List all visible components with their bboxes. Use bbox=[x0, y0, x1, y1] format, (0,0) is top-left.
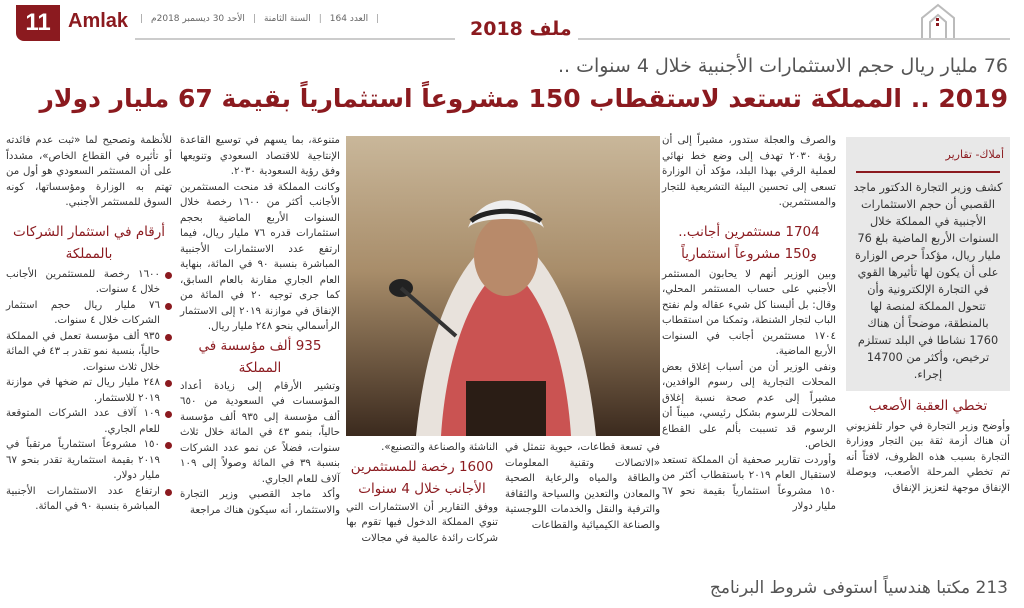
paragraph: وكانت المملكة قد منحت المستثمرين الأجانب أكثر من ١٦٠٠ رخصة خلال السنوات الأربع الماضية بحجم استثمارات قدره ٧٦ مليار ريال، فيما ارتفع عدد الاستثمارات الأجنبية المباشرة بنسبة ٩٠ في المائة، بنهاية العام الجاري مقارنة بالعام السابق، كما جرى توجيه ٢٠ في المائة من الإنفاق في موازنة ٢٠١٩ إلى الاستثمار الرأسمالي بنحو ٢٤٨ مليار ريال. bbox=[180, 181, 341, 332]
list-item: ١٥٠ مشروعاً استثمارياً مرتقباً في ٢٠١٩ بقيمة استثمارية تقدر بنحو ٦٧ مليار دولار. bbox=[6, 437, 172, 484]
paragraph: الناشئة والصناعة والتصنيع». bbox=[381, 442, 498, 453]
issue-year: السنة الثامنة bbox=[263, 14, 311, 24]
paragraph: وبين الوزير أنهم لا يحابون المستثمر الأجنبي على حساب المستثمر المحلي، وقال: بل ألبسنا كل شيء عقاله ولم نفتح الباب لتجار الشنطة، وتمكنا من استقطاب ١٧٠٤ مستثمرين أجانب في السنوات الأربع الماضية. bbox=[662, 268, 836, 357]
byline: أملاك- تقارير bbox=[945, 148, 1004, 161]
header-rule bbox=[135, 38, 455, 40]
section-title: ملف 2018 bbox=[470, 18, 572, 40]
lead-paragraph: كشف وزير التجارة الدكتور ماجد القصبي أن حجم الاستثمارات الأجنبية في المملكة خلال السنوات الأربع الماضية بلغ 76 مليار ريال، مؤكداً حرص الوزارة على أن يكون لها تأثيرها القوي في التجارة الإلكترونية وأن تتحول المملكة لمنصة لها بالمنطقة، موضحاً أن هناك 1760 نشاطا في البلد تستلزم ترخيص، وأكثر من 14700 إجراء. bbox=[853, 180, 1003, 381]
byline-rule bbox=[856, 171, 1000, 173]
article-headline: 2019 .. المملكة تستعد لاستقطاب 150 مشروعاً استثمارياً بقيمة 67 مليار دولار bbox=[39, 84, 1008, 113]
minister-photo bbox=[346, 136, 660, 436]
subheading: 1600 رخصة للمستثمرين الأجانب خلال 4 سنوات bbox=[350, 458, 494, 497]
subheading: أرقام في استثمار الشركات بالمملكة bbox=[12, 223, 166, 262]
issue-date: الأحد 30 ديسمبر 2018م bbox=[151, 14, 245, 24]
under-photo-left bbox=[346, 440, 498, 546]
list-item: ٧٦ مليار ريال حجم استثمار الشركات خلال ٤ سنوات. bbox=[6, 298, 172, 329]
page-number: 11 bbox=[16, 5, 60, 41]
list-item: ١٠٩ آلاف عدد الشركات المتوقعة للعام الجاري. bbox=[6, 406, 172, 437]
under-photo-right bbox=[505, 440, 660, 546]
logo-house-icon bbox=[920, 2, 956, 40]
column-5 bbox=[6, 133, 172, 515]
column-4 bbox=[180, 133, 340, 518]
paragraph: وأوضح وزير التجارة في حوار تلفزيوني أن هناك أزمة ثقة بين التجار ووزارة التجارة بسبب هذه الظروف، لافتاً أنه تم تخطي المرحلة الأصعب، وبوصلة الإنفاق موجهة لتعزيز الإنفاق bbox=[846, 420, 1010, 494]
paragraph: متنوعة، بما يسهم في توسيع القاعدة الإنتاجية للاقتصاد السعودي وتنويعها وفق رؤية السعودية ٢٠٣٠. bbox=[180, 135, 340, 177]
issue-number: العدد 164 bbox=[329, 14, 369, 24]
list-item: ١٦٠٠ رخصة للمستثمرين الأجانب خلال ٤ سنوات. bbox=[6, 267, 172, 298]
paragraph: وأكد ماجد القصبي وزير التجارة والاستثمار، أنه سيكون هناك مراجعة bbox=[180, 489, 340, 516]
paragraph: ونفى الوزير أن من أسباب إغلاق بعض المحلات التجارية إلى رسوم الوافدين، مشيراً إلى عدم صحة نسبة إغلاق المحلات للرسوم بشكل رئيسي، مبيناً أن الرسوم قد تسببت بألم على القطاع الخاص. bbox=[662, 361, 836, 450]
article-subtitle: 76 مليار ريال حجم الاستثمارات الأجنبية خلال 4 سنوات .. bbox=[558, 55, 1008, 77]
person-photo-illustration bbox=[346, 136, 660, 436]
sidebar-column bbox=[846, 137, 1010, 496]
list-item: ٢٤٨ مليار ريال تم ضخها في موازنة ٢٠١٩ للاستثمار. bbox=[6, 375, 172, 406]
paragraph: والصرف والعجلة ستدور، مشيراً إلى أن رؤية ٢٠٣٠ تهدف إلى وضع خط نهائي لعملية الرقي بهذا البلد، مؤكد أن الوزارة تسعى إلى تحسين البيئة التشريعية للتجار والمستثمرين. bbox=[662, 135, 836, 208]
column-2 bbox=[662, 133, 836, 515]
facts-list bbox=[6, 267, 172, 515]
subheading: 1704 مستثمرين أجانب.. و150 مشروعاً استثمارياً bbox=[678, 223, 820, 262]
subheading: تخطي العقبة الأصعب bbox=[868, 397, 988, 414]
list-item: ٩٣٥ ألف مؤسسة تعمل في المملكة حالياً، بنسبة نمو تقدر بـ ٤٣ في المائة خلال ثلاث سنوات. bbox=[6, 329, 172, 376]
brand-name: Amlak bbox=[68, 10, 129, 32]
issue-meta: | العدد 164 | السنة الثامنة | الأحد 30 ديسمبر 2018م | bbox=[140, 14, 380, 24]
list-item: ارتفاع عدد الاستثمارات الأجنبية المباشرة بنسبة ٩٠ في المائة. bbox=[6, 484, 172, 515]
next-article-headline: 213 مكتبا هندسياً استوفى شروط البرنامج bbox=[709, 578, 1008, 598]
paragraph: للأنظمة وتصحيح لما «ثبت عدم فائدته أو تأثيره في القطاع الخاص»، مشدداً على أن المستثمر السعودي هو أول من تهتم به الوزارة ومؤسساتها، كونه السوق للمستثمر الأجنبي. bbox=[6, 135, 172, 208]
subheading: 935 ألف مؤسسة في المملكة bbox=[198, 337, 322, 376]
paragraph: في تسعة قطاعات، حيوية تتمثل في «الاتصالات وتقنية المعلومات والطاقة والمياه والرعاية الصحية والمعادن والتعدين والسياحة والثقافة والترفية والنقل والخدمات اللوجستية والصناعة الكيميائية والقطاعات bbox=[505, 442, 660, 531]
photo-column bbox=[346, 136, 660, 546]
paragraph: وتشير الأرقام إلى زيادة أعداد المؤسسات في السعودية من ٦٥٠ ألف مؤسسة إلى ٩٣٥ ألف مؤسسة حالياً، بنمو ٤٣ في المائة خلال ثلاث سنوات، فضلاً عن نمو عدد الشركات بنسبة ٣٩ في المائة وصولاً إلى ١٠٩ آلاف للعام الجاري. bbox=[180, 380, 340, 485]
paragraph: وأوردت تقارير صحفية أن المملكة تستعد لاستقبال العام ٢٠١٩ باستقطاب أكثر من ١٥٠ مشروعاً استثمارياً بقيمة نحو ٦٧ مليار دولار bbox=[662, 454, 836, 512]
paragraph: ووفق التقارير أن الاستثمارات التي تنوي المملكة الدخول فيها تقوم بها شركات رائدة عالمية في مجالات bbox=[346, 501, 498, 544]
lead-box bbox=[846, 137, 1010, 391]
